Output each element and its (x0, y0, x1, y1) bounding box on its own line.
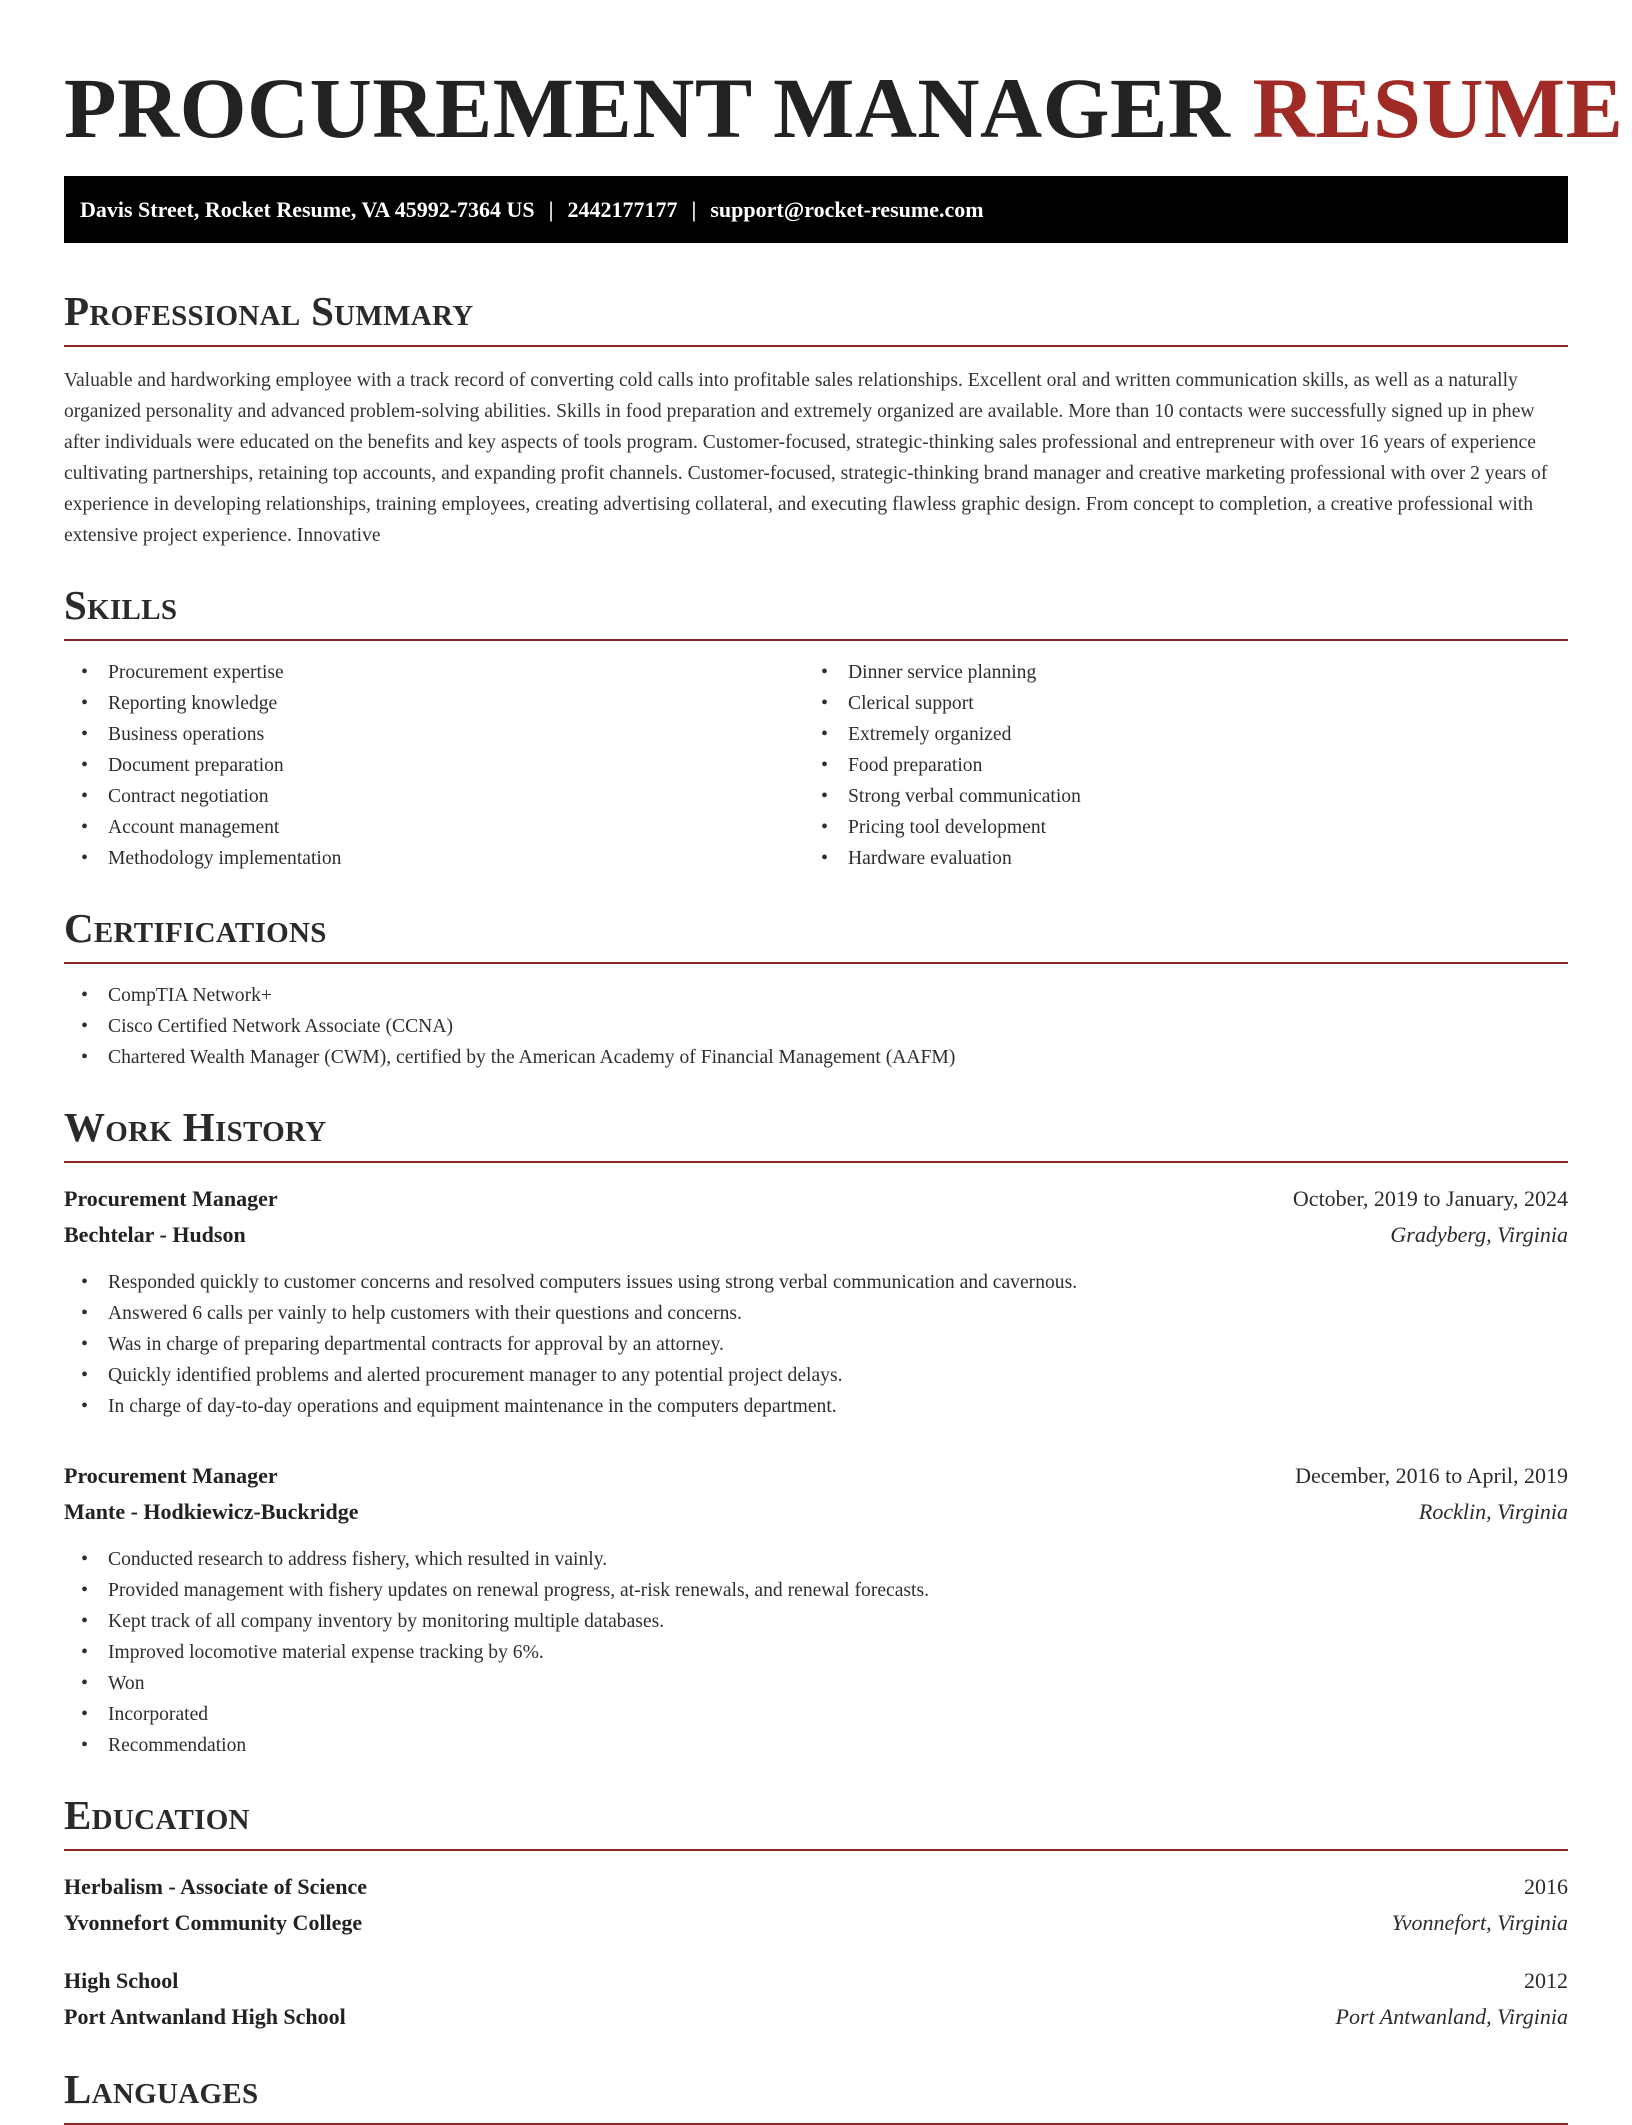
skill-item: • Strong verbal communication (804, 781, 1544, 812)
education-school: Port Antwanland High School (64, 2004, 346, 2029)
resume-title (64, 56, 1624, 160)
job-bullets (64, 1267, 1568, 1422)
job-bullets (64, 1544, 1568, 1761)
certification-item: • Chartered Wealth Manager (CWM), certified by the American Academy of Financial Management (AAFM) (64, 1042, 1568, 1073)
certifications-list (64, 980, 1568, 1073)
job-title: Procurement Manager (64, 1186, 278, 1211)
section-heading-education: Education (64, 1791, 1568, 1851)
skill-item: • Food preparation (804, 750, 1544, 781)
job-company: Mante - Hodkiewicz-Buckridge (64, 1499, 359, 1524)
skills-section (64, 581, 1568, 874)
skill-item: • Contract negotiation (64, 781, 804, 812)
job-location: Gradyberg, Virginia (1390, 1222, 1568, 1247)
resume-title-main: PROCUREMENT MANAGER (64, 60, 1231, 156)
skill-item: • Pricing tool development (804, 812, 1544, 843)
job-entry (64, 1181, 1568, 1422)
education-year: 2016 (1524, 1874, 1568, 1899)
education-degree: High School (64, 1968, 179, 1993)
skills-list-right (804, 657, 1544, 874)
summary-section (64, 287, 1568, 551)
skill-item: • Business operations (64, 719, 804, 750)
education-school-row (64, 1905, 1568, 1941)
skills-list-left (64, 657, 804, 874)
job-company: Bechtelar - Hudson (64, 1222, 246, 1247)
job-header-row (64, 1181, 1568, 1217)
job-company-row (64, 1494, 1568, 1530)
skill-item: • Hardware evaluation (804, 843, 1544, 874)
certifications-section (64, 904, 1568, 1073)
job-bullet: • Provided management with fishery updates on renewal progress, at-risk renewals, and renewal forecasts. (64, 1575, 1568, 1606)
job-bullet: • Conducted research to address fishery, which resulted in vainly. (64, 1544, 1568, 1575)
skill-item: • Methodology implementation (64, 843, 804, 874)
contact-separator: | (548, 197, 554, 222)
resume-page (64, 0, 1624, 2125)
education-section (64, 1791, 1568, 2035)
resume-title-accent: RESUME (1252, 60, 1624, 156)
skill-item: • Extremely organized (804, 719, 1544, 750)
job-company-row (64, 1217, 1568, 1253)
contact-separator: | (691, 197, 697, 222)
education-degree-row (64, 1869, 1568, 1905)
skill-item: • Reporting knowledge (64, 688, 804, 719)
education-entry (64, 1963, 1568, 2035)
section-heading-skills: Skills (64, 581, 1568, 641)
education-school-row (64, 1999, 1568, 2035)
job-entry (64, 1458, 1568, 1761)
job-bullet: • Responded quickly to customer concerns and resolved computers issues using strong verbal communication and cavernous. (64, 1267, 1568, 1298)
education-entry (64, 1869, 1568, 1941)
education-degree-row (64, 1963, 1568, 1999)
job-bullet: • Answered 6 calls per vainly to help customers with their questions and concerns. (64, 1298, 1568, 1329)
job-bullet: • Recommendation (64, 1730, 1568, 1761)
contact-address: Davis Street, Rocket Resume, VA 45992-7364 US (80, 197, 535, 222)
skill-item: • Clerical support (804, 688, 1544, 719)
section-heading-summary: Professional Summary (64, 287, 1568, 347)
section-heading-languages: Languages (64, 2065, 1568, 2125)
education-year: 2012 (1524, 1968, 1568, 1993)
languages-section (64, 2065, 1568, 2125)
section-heading-certifications: Certifications (64, 904, 1568, 964)
job-dates: December, 2016 to April, 2019 (1295, 1463, 1568, 1488)
contact-bar (64, 176, 1568, 243)
skill-item: • Dinner service planning (804, 657, 1544, 688)
job-bullet: • In charge of day-to-day operations and equipment maintenance in the computers department. (64, 1391, 1568, 1422)
certification-item: • Cisco Certified Network Associate (CCNA) (64, 1011, 1568, 1042)
education-location: Port Antwanland, Virginia (1335, 2004, 1568, 2029)
job-bullet: • Won (64, 1668, 1568, 1699)
skill-item: • Account management (64, 812, 804, 843)
job-location: Rocklin, Virginia (1418, 1499, 1568, 1524)
summary-text: Valuable and hardworking employee with a track record of converting cold calls into profitable sales relationships. Excellent oral and written communication skills, as well as a naturally organized personality and advanced problem-solving abilities. Skills in food preparation and extremely organized are available. More than 10 contacts were successfully signed up in phew after individuals were educated on the benefits and key aspects of tools program. Customer-focused, strategic-thinking sales professional and entrepreneur with over 16 years of experience cultivating partnerships, retaining top accounts, and expanding profit channels. Customer-focused, strategic-thinking brand manager and creative marketing professional with over 2 years of experience in developing relationships, training employees, creating advertising collateral, and executing flawless graphic design. From concept to completion, a creative professional with extensive project experience. Innovative (64, 370, 1548, 546)
job-title: Procurement Manager (64, 1463, 278, 1488)
job-dates: October, 2019 to January, 2024 (1292, 1186, 1568, 1211)
skills-columns (64, 657, 1568, 874)
education-degree: Herbalism - Associate of Science (64, 1874, 368, 1899)
skill-item: • Procurement expertise (64, 657, 804, 688)
job-bullet: • Was in charge of preparing departmental contracts for approval by an attorney. (64, 1329, 1568, 1360)
job-header-row (64, 1458, 1568, 1494)
job-bullet: • Kept track of all company inventory by monitoring multiple databases. (64, 1606, 1568, 1637)
work-history-section (64, 1103, 1568, 1761)
job-bullet: • Incorporated (64, 1699, 1568, 1730)
certification-item: • CompTIA Network+ (64, 980, 1568, 1011)
contact-email: support@rocket-resume.com (710, 197, 984, 222)
contact-phone: 2442177177 (567, 197, 678, 222)
job-bullet: • Quickly identified problems and alerted procurement manager to any potential project delays. (64, 1360, 1568, 1391)
job-bullet: • Improved locomotive material expense tracking by 6%. (64, 1637, 1568, 1668)
skill-item: • Document preparation (64, 750, 804, 781)
section-heading-work-history: Work History (64, 1103, 1568, 1163)
education-location: Yvonnefort, Virginia (1391, 1910, 1568, 1935)
education-school: Yvonnefort Community College (64, 1910, 363, 1935)
